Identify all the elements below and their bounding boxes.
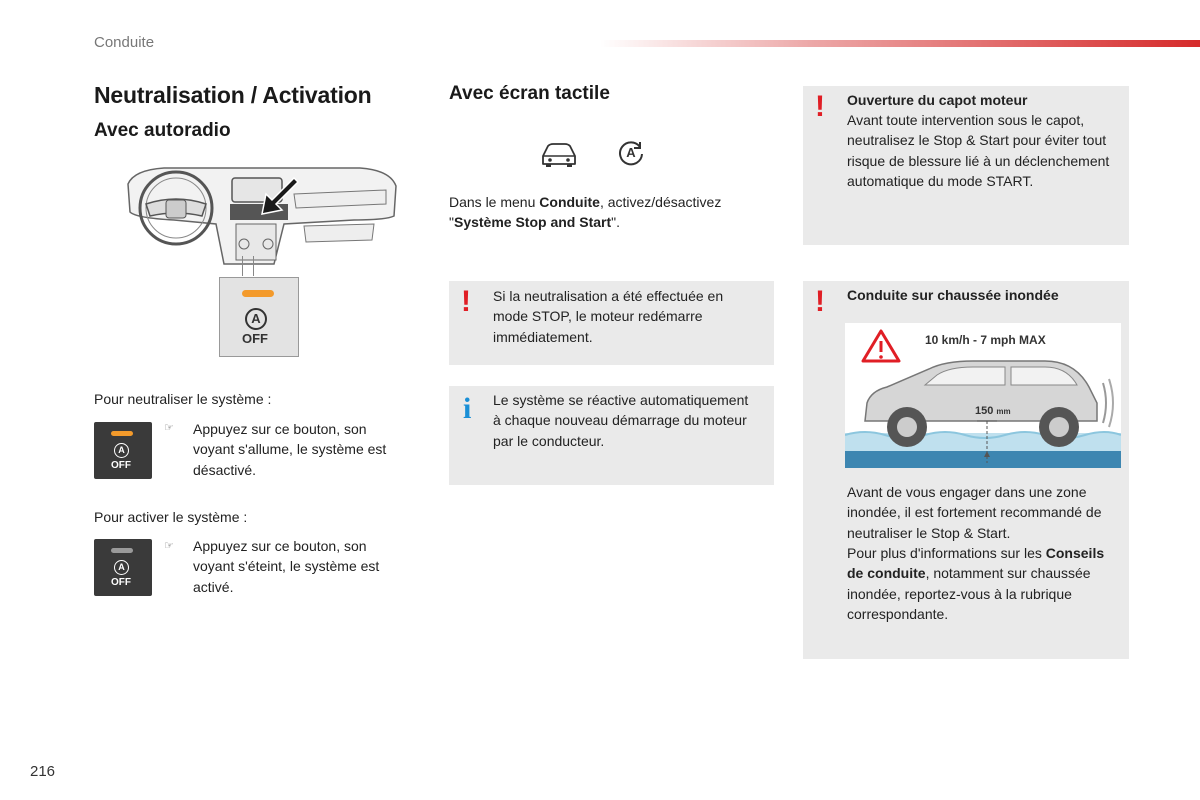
off-label: OFF [111,577,131,588]
button-led-on [94,422,152,479]
page-title: Neutralisation / Activation [94,82,372,108]
flood-text-1: Avant de vous engager dans une zone inondée, il est fortement recommandé de neutraliser le Stop & Start. [847,484,1102,541]
led-off-indicator [111,548,133,553]
hood-text: Avant toute intervention sous le capot, neutralisez le Stop & Start pour éviter tout risque de blessure lié à un déclenchement automatique du mode START. [847,112,1110,190]
flood-title: Conduite sur chaussée inondée [847,287,1059,303]
subtitle-autoradio: Avec autoradio [94,120,231,141]
pointing-hand-icon: ☞ [164,540,174,552]
auto-stop-icon: A [245,308,267,330]
warning-box-restart [449,281,774,365]
warning-restart-text: Si la neutralisation a été effectuée en mode STOP, le moteur redémarre immédiatement. [493,288,724,345]
warning-box-hood [803,86,1129,245]
auto-stop-start-icon: A [616,139,646,169]
activate-step: Appuyez sur ce bouton, son voyant s'éteint, le système est activé. [193,538,380,595]
flood-speed-label: 10 km/h - 7 mph MAX [925,333,1046,347]
warning-box-flood [803,281,1129,659]
led-indicator [242,290,274,297]
info-icon: i [463,392,472,425]
car-icon [540,142,578,168]
hood-title: Ouverture du capot moteur [847,92,1028,108]
stop-start-button-large [219,277,299,357]
pointing-hand-icon: ☞ [164,422,174,434]
off-label: OFF [242,331,268,346]
touchscreen-instructions: Dans le menu Conduite, activez/désactivez "Système Stop and Start". [449,194,722,231]
warning-icon: ! [815,90,825,123]
page-number: 216 [30,763,56,780]
section-header: Conduite [94,34,155,51]
info-reactivation-text: Le système se réactive automatiquement à chaque nouveau démarrage du moteur par le conducteur. [493,392,749,449]
led-on-indicator [111,431,133,436]
dashboard-illustration [124,164,400,276]
off-label: OFF [111,460,131,471]
header-accent-bar [600,40,1200,47]
neutralize-step: Appuyez sur ce bouton, son voyant s'allume, le système est désactivé. [193,421,387,478]
activate-intro: Pour activer le système : [94,509,248,525]
flood-depth-label: 150 mm [975,405,1011,417]
auto-stop-icon: A [114,443,129,458]
button-led-off [94,539,152,596]
warning-triangle-icon [863,331,899,361]
connector-line [242,256,254,276]
neutralize-intro: Pour neutraliser le système : [94,391,272,407]
auto-stop-icon: A [114,560,129,575]
flood-text-2: Pour plus d'informations sur les Conseils de conduite, notamment sur chaussée inondée, reportez-vous à la rubrique correspondante. [847,545,1105,623]
warning-icon: ! [461,285,471,318]
subtitle-touchscreen: Avec écran tactile [449,83,610,104]
flooded-road-illustration [845,323,1121,468]
info-box-reactivation [449,386,774,485]
warning-icon: ! [815,285,825,318]
